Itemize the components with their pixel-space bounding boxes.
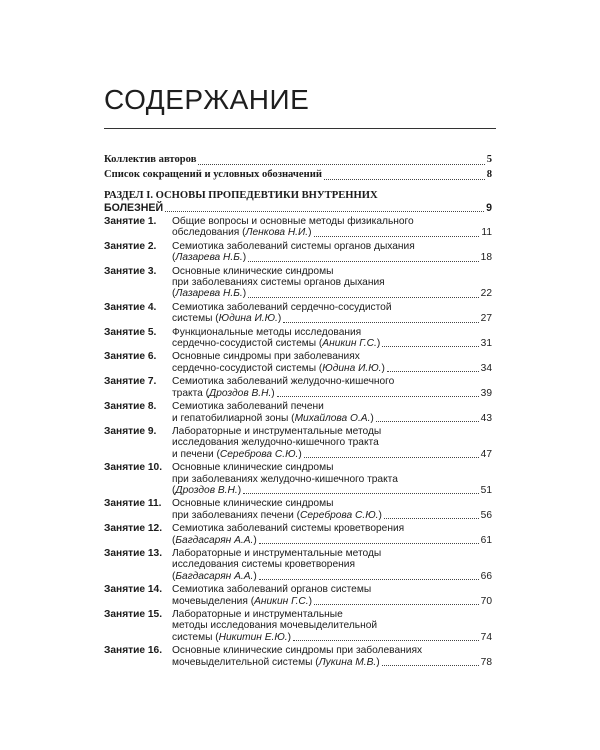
lesson-title-tail: мочевыделения ( bbox=[172, 595, 255, 607]
lesson-title-tail: ( bbox=[172, 570, 176, 582]
lesson-list bbox=[104, 216, 492, 668]
lesson-title-last-line bbox=[172, 252, 246, 263]
closing-paren: ) bbox=[308, 227, 312, 239]
lesson-title-line: методы исследования мочевыделительной bbox=[172, 620, 378, 632]
toc-lesson-entry[interactable] bbox=[104, 216, 492, 239]
lesson-title-tail: мочевыделительной системы ( bbox=[172, 656, 319, 668]
lesson-title-line: Семиотика заболеваний печени bbox=[172, 401, 324, 413]
toc-page-number: 74 bbox=[480, 631, 492, 643]
lesson-title-last-line bbox=[172, 510, 382, 521]
lesson-title-line: Лабораторные и инструментальные методы bbox=[172, 425, 382, 437]
lesson-title-last-line bbox=[172, 535, 257, 546]
dot-leader bbox=[384, 518, 479, 519]
lesson-title-line: Основные синдромы при заболеваниях bbox=[172, 351, 360, 363]
dot-leader bbox=[314, 236, 480, 237]
lesson-number: Занятие 7. bbox=[104, 376, 157, 388]
toc-item-abbreviations[interactable] bbox=[104, 167, 492, 182]
dot-leader bbox=[293, 640, 479, 641]
toc-page-number: 27 bbox=[480, 313, 492, 325]
dot-leader bbox=[324, 179, 485, 180]
lesson-title-line: при заболеваниях желудочно-кишечного тракта bbox=[172, 473, 398, 485]
lesson-number: Занятие 8. bbox=[104, 401, 157, 413]
toc-lesson-entry[interactable] bbox=[104, 462, 492, 496]
lesson-title-last-line bbox=[172, 632, 291, 643]
toc-lesson-entry[interactable] bbox=[104, 645, 492, 668]
lesson-number: Занятие 16. bbox=[104, 645, 163, 657]
dot-leader bbox=[376, 421, 479, 422]
lesson-title-line: исследования желудочно-кишечного тракта bbox=[172, 437, 379, 449]
lesson-title-line: Основные клинические синдромы bbox=[172, 498, 334, 510]
toc-page-number: 34 bbox=[480, 362, 492, 374]
toc-page-number: 8 bbox=[486, 169, 492, 180]
toc-lesson-entry[interactable] bbox=[104, 584, 492, 607]
lesson-author: Юдина И.Ю. bbox=[322, 362, 382, 374]
lesson-author: Дроздов В.Н. bbox=[209, 387, 272, 399]
lesson-number: Занятие 1. bbox=[104, 216, 157, 227]
toc-page-number: 51 bbox=[480, 484, 492, 496]
lesson-title-tail: тракта ( bbox=[172, 387, 210, 399]
toc-lesson-entry[interactable] bbox=[104, 426, 492, 460]
lesson-number: Занятие 3. bbox=[104, 265, 157, 277]
lesson-title-line: Семиотика заболеваний системы кроветворения bbox=[172, 523, 405, 535]
toc-page-number: 11 bbox=[481, 227, 492, 239]
dot-leader bbox=[259, 543, 479, 544]
toc-page-number: 9 bbox=[486, 202, 492, 214]
lesson-title-tail: и гепатобилиарной зоны ( bbox=[172, 412, 295, 424]
lesson-title-last-line bbox=[172, 413, 374, 424]
lesson-title-last-line bbox=[172, 313, 281, 324]
toc-page-number: 43 bbox=[480, 412, 492, 424]
lesson-title-last-line bbox=[172, 485, 241, 496]
lesson-number: Занятие 2. bbox=[104, 240, 157, 252]
lesson-title-line: Лабораторные и инструментальные методы bbox=[172, 547, 382, 559]
toc-page-number: 47 bbox=[480, 448, 492, 460]
lesson-title-last-line bbox=[172, 288, 246, 299]
toc-lesson-entry[interactable] bbox=[104, 609, 492, 643]
toc-lesson-entry[interactable] bbox=[104, 241, 492, 264]
toc-page-number: 56 bbox=[480, 509, 492, 521]
lesson-author: Сереброва С.Ю. bbox=[300, 509, 379, 521]
lesson-title-tail: сердечно-сосудистой системы ( bbox=[172, 362, 323, 374]
lesson-title-line: Основные клинические синдромы при заболеваниях bbox=[172, 645, 423, 657]
toc-lesson-entry[interactable] bbox=[104, 376, 492, 399]
lesson-author: Никитин Е.Ю. bbox=[218, 631, 288, 643]
dot-leader bbox=[248, 261, 479, 262]
lesson-title-last-line bbox=[172, 338, 380, 349]
lesson-author: Сереброва С.Ю. bbox=[219, 448, 299, 460]
closing-paren: ) bbox=[376, 338, 381, 350]
lesson-number: Занятие 10. bbox=[104, 462, 163, 474]
lesson-title-line: Семиотика заболеваний желудочно-кишечного bbox=[172, 376, 395, 388]
lesson-title-line: Функциональные методы исследования bbox=[172, 326, 362, 338]
lesson-title-tail: обследования ( bbox=[172, 227, 246, 239]
closing-paren: ) bbox=[277, 313, 282, 325]
lesson-author: Багдасарян А.А. bbox=[175, 534, 254, 546]
closing-paren: ) bbox=[308, 595, 313, 607]
toc-lesson-entry[interactable] bbox=[104, 327, 492, 350]
lesson-title-last-line bbox=[172, 449, 302, 460]
closing-paren: ) bbox=[378, 509, 382, 521]
toc-lesson-entry[interactable] bbox=[104, 351, 492, 374]
lesson-number: Занятие 11. bbox=[104, 498, 162, 510]
lesson-number: Занятие 14. bbox=[104, 584, 163, 596]
lesson-title-line: при заболеваниях системы органов дыхания bbox=[172, 277, 385, 289]
closing-paren: ) bbox=[381, 362, 385, 374]
toc-page-number: 31 bbox=[480, 338, 492, 350]
lesson-title-tail: ( bbox=[172, 534, 176, 546]
lesson-title-last-line bbox=[172, 227, 312, 238]
lesson-title-line: Основные клинические синдромы bbox=[172, 462, 334, 474]
lesson-title-tail: системы ( bbox=[172, 631, 219, 643]
lesson-title-tail: ( bbox=[172, 252, 176, 264]
lesson-number: Занятие 13. bbox=[104, 547, 163, 559]
toc-item-authors[interactable] bbox=[104, 152, 492, 167]
lesson-title-last-line bbox=[172, 363, 385, 374]
dot-leader bbox=[314, 604, 479, 605]
toc-lesson-entry[interactable] bbox=[104, 498, 492, 521]
dot-leader bbox=[382, 665, 479, 666]
lesson-title-last-line bbox=[172, 657, 380, 668]
lesson-author: Дроздов В.Н. bbox=[175, 484, 238, 496]
lesson-title-line: Лабораторные и инструментальные bbox=[172, 609, 343, 620]
closing-paren: ) bbox=[237, 484, 242, 496]
lesson-author: Багдасарян А.А. bbox=[175, 570, 254, 582]
lesson-number: Занятие 15. bbox=[104, 609, 163, 620]
lesson-author: Михайлова О.А. bbox=[294, 412, 371, 424]
lesson-title-tail: ( bbox=[172, 484, 176, 496]
dot-leader bbox=[198, 164, 484, 165]
lesson-title-tail: и печени ( bbox=[172, 448, 220, 460]
lesson-number: Занятие 5. bbox=[104, 326, 157, 338]
dot-leader bbox=[387, 371, 479, 372]
lesson-title-last-line bbox=[172, 596, 312, 607]
toc-lesson-entry[interactable] bbox=[104, 523, 492, 546]
dot-leader bbox=[165, 211, 484, 212]
section-title-line: РАЗДЕЛ I. ОСНОВЫ ПРОПЕДЕВТИКИ ВНУТРЕННИХ bbox=[104, 190, 378, 201]
closing-paren: ) bbox=[253, 534, 257, 546]
lesson-title-last-line bbox=[172, 388, 275, 399]
lesson-title-line: Общие вопросы и основные методы физикального bbox=[172, 216, 414, 227]
lesson-author: Лукина М.В. bbox=[318, 656, 377, 668]
lesson-title-tail: сердечно-сосудистой системы ( bbox=[172, 338, 323, 350]
toc-page-number: 39 bbox=[480, 387, 492, 399]
lesson-title-line: Семиотика заболеваний системы органов дыхания bbox=[172, 240, 415, 252]
lesson-author: Аникин Г.С. bbox=[322, 338, 377, 350]
dot-leader bbox=[304, 457, 479, 458]
table-of-contents bbox=[104, 152, 492, 668]
lesson-author: Лазарева Н.Б. bbox=[175, 252, 243, 264]
lesson-author: Юдина И.Ю. bbox=[218, 313, 278, 325]
lesson-title-tail: системы ( bbox=[172, 313, 219, 325]
dot-leader bbox=[248, 297, 479, 298]
lesson-number: Занятие 6. bbox=[104, 351, 157, 363]
toc-lesson-entry[interactable] bbox=[104, 302, 492, 325]
closing-paren: ) bbox=[376, 656, 380, 668]
lesson-author: Лазарева Н.Б. bbox=[175, 288, 243, 300]
toc-item-label: Коллектив авторов bbox=[104, 154, 197, 165]
dot-leader bbox=[283, 322, 478, 323]
toc-item-label: Список сокращений и условных обозначений bbox=[104, 169, 322, 180]
dot-leader bbox=[259, 579, 479, 580]
toc-lesson-entry[interactable] bbox=[104, 401, 492, 424]
lesson-author: Аникин Г.С. bbox=[254, 595, 309, 607]
toc-page-number: 61 bbox=[480, 534, 492, 546]
lesson-title-line: Семиотика заболеваний сердечно-сосудистой bbox=[172, 301, 392, 313]
toc-lesson-entry[interactable] bbox=[104, 548, 492, 582]
lesson-title-tail: при заболеваниях печени ( bbox=[172, 509, 301, 521]
toc-page-number: 5 bbox=[486, 154, 492, 165]
closing-paren: ) bbox=[370, 412, 374, 424]
toc-section-1[interactable] bbox=[104, 190, 492, 214]
dot-leader bbox=[243, 493, 479, 494]
lesson-title-line: Основные клинические синдромы bbox=[172, 265, 334, 277]
lesson-title-last-line bbox=[172, 571, 257, 582]
closing-paren: ) bbox=[242, 252, 247, 264]
lesson-title-line: Семиотика заболеваний органов системы bbox=[172, 584, 372, 596]
lesson-title-line: исследования системы кроветворения bbox=[172, 559, 355, 571]
lesson-number: Занятие 12. bbox=[104, 523, 163, 535]
lesson-number: Занятие 9. bbox=[104, 425, 157, 437]
closing-paren: ) bbox=[253, 570, 257, 582]
closing-paren: ) bbox=[242, 288, 247, 300]
page-title: СОДЕРЖАНИЕ bbox=[104, 84, 310, 115]
lesson-number: Занятие 4. bbox=[104, 301, 157, 313]
closing-paren: ) bbox=[287, 631, 292, 643]
toc-lesson-entry[interactable] bbox=[104, 266, 492, 300]
toc-page-number: 66 bbox=[480, 570, 492, 582]
toc-page-number: 22 bbox=[480, 288, 492, 300]
closing-paren: ) bbox=[298, 448, 302, 460]
section-title-line: БОЛЕЗНЕЙ bbox=[104, 202, 164, 214]
dot-leader bbox=[277, 396, 479, 397]
toc-page-number: 70 bbox=[480, 595, 492, 607]
title-rule bbox=[104, 128, 496, 129]
closing-paren: ) bbox=[271, 387, 275, 399]
lesson-author: Ленкова Н.И. bbox=[245, 227, 309, 239]
toc-page-number: 78 bbox=[480, 656, 492, 668]
lesson-title-tail: ( bbox=[172, 288, 176, 300]
toc-page-number: 18 bbox=[480, 252, 492, 264]
dot-leader bbox=[382, 346, 478, 347]
